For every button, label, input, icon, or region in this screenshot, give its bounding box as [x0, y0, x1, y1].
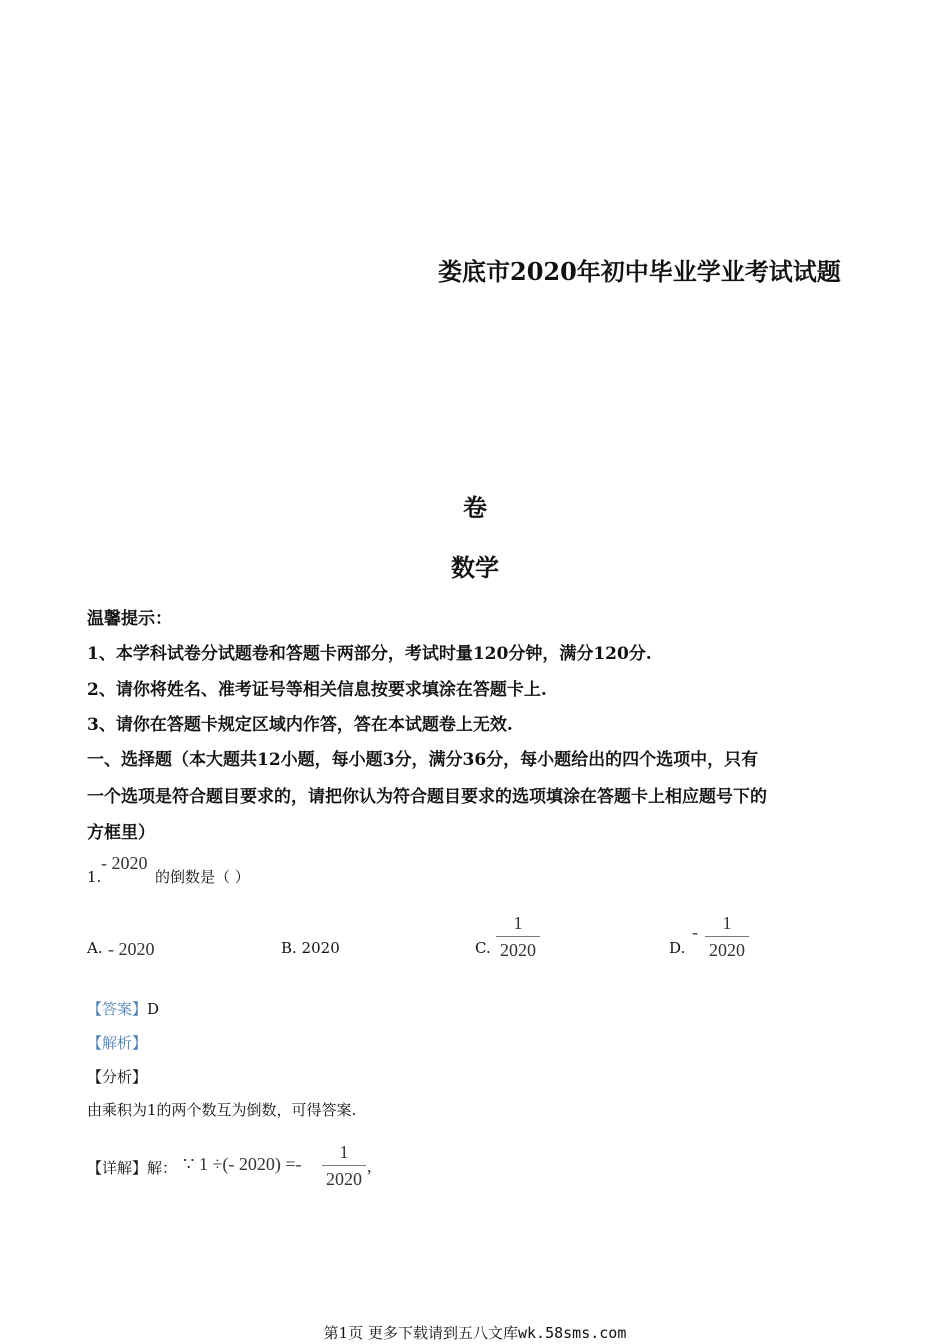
detail-fraction: [322, 1141, 366, 1190]
analysis-tag: 【解析】: [87, 1034, 148, 1052]
detail-prefix: 解：: [147, 1159, 178, 1177]
option-a-value: - 2020: [108, 939, 155, 959]
answer-value: D: [147, 1000, 160, 1018]
detail-expression: ∵ 1 ÷(- 2020) =-: [183, 1154, 302, 1174]
fraction-numerator: 1: [513, 913, 523, 933]
footer-prefix: 第: [323, 1324, 339, 1342]
exam-title-continued: 卷: [463, 493, 487, 522]
section-heading-line3: 方框里）: [87, 823, 155, 843]
footer-page-number: 1: [338, 1324, 349, 1342]
subject-title: 数学: [451, 553, 499, 582]
tip-item: 1、本学科试卷分试题卷和答题卡两部分，考试时量120分钟，满分120分.: [87, 644, 652, 664]
fraction-bar: [705, 936, 749, 937]
fraction-bar: [322, 1165, 366, 1166]
option-d-fraction: [705, 912, 749, 961]
tips-heading: 温馨提示：: [87, 609, 172, 629]
tip-item: 2、请你将姓名、准考证号等相关信息按要求填涂在答题卡上.: [87, 680, 547, 700]
fenxi-tag: 【分析】: [87, 1068, 148, 1086]
tip-item: 3、请你在答题卡规定区域内作答，答在本试题卷上无效.: [87, 715, 513, 735]
fraction-denominator: 2020: [326, 1169, 362, 1189]
option-d-sign: -: [692, 922, 698, 942]
question-expression: - 2020: [101, 853, 148, 873]
fenxi-text: 由乘积为1的两个数互为倒数，可得答案.: [87, 1101, 357, 1119]
answer-line: [87, 998, 159, 1019]
page-footer: [0, 1322, 950, 1343]
detail-suffix: ,: [367, 1156, 372, 1176]
option-c-fraction: [496, 912, 540, 961]
option-c-label: C.: [475, 939, 491, 957]
fraction-denominator: 2020: [500, 940, 536, 960]
footer-text: 页 更多下载请到五八文库: [348, 1324, 518, 1342]
option-a-label: A.: [87, 939, 103, 957]
section-heading-line2: 一个选项是符合题目要求的，请把你认为符合题目要求的选项填涂在答题卡上相应题号下的: [87, 787, 767, 807]
exam-title: 娄底市2020年初中毕业学业考试试题: [438, 257, 841, 286]
fraction-numerator: 1: [722, 913, 732, 933]
question-number: 1.: [87, 868, 102, 886]
option-b: B. 2020: [281, 939, 340, 957]
fraction-bar: [496, 936, 540, 937]
footer-site-link[interactable]: wk.58sms.com: [517, 1324, 627, 1342]
detail-tag: 【详解】: [87, 1159, 148, 1177]
answer-tag: 【答案】: [87, 1000, 148, 1018]
fraction-denominator: 2020: [709, 940, 745, 960]
detail-line: [87, 1157, 177, 1178]
fraction-numerator: 1: [339, 1142, 349, 1162]
section-heading: 一、选择题（本大题共12小题，每小题3分，满分36分，每小题给出的四个选项中，只有: [87, 750, 759, 770]
option-d-label: D.: [669, 939, 686, 957]
question-stem: 的倒数是（ ）: [155, 868, 250, 886]
